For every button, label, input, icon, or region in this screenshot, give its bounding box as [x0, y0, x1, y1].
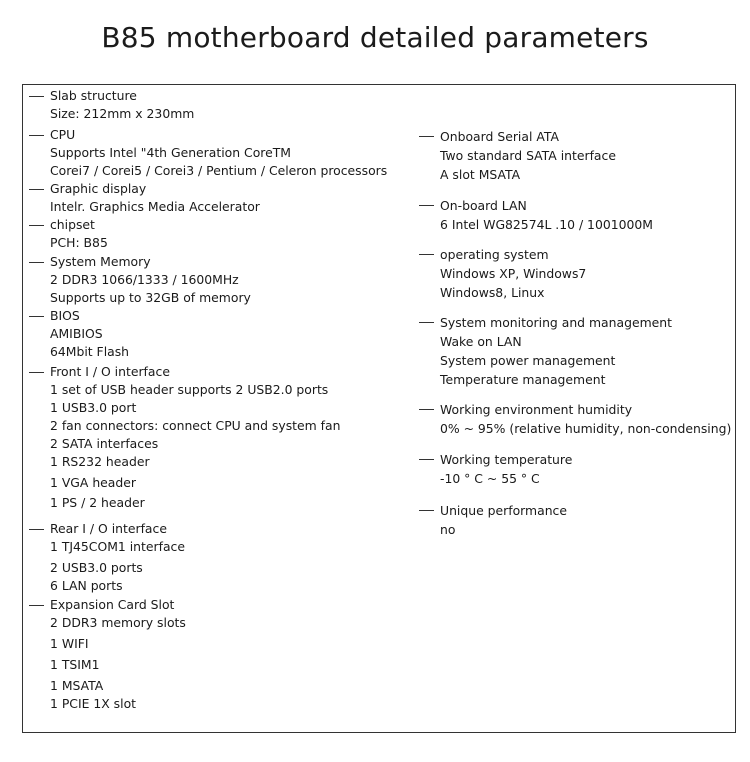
- section-heading: On-board LAN: [419, 196, 737, 215]
- section-heading: System Memory: [29, 253, 419, 271]
- spec-line: 1 USB3.0 port: [50, 400, 137, 415]
- section-heading: Rear I / O interface: [29, 520, 419, 538]
- spec-section: [29, 216, 419, 252]
- spec-line: 1 PS / 2 header: [50, 495, 145, 510]
- spec-line: Intelr. Graphics Media Accelerator: [50, 199, 260, 214]
- spec-line: 1 MSATA: [50, 678, 104, 693]
- page-title: B85 motherboard detailed parameters: [101, 21, 649, 54]
- spec-line: 1 TSIM1: [50, 657, 100, 672]
- spec-line: 2 DDR3 1066/1333 / 1600MHz: [50, 272, 239, 287]
- spec-section: [29, 253, 419, 307]
- spec-line: Two standard SATA interface: [440, 148, 616, 163]
- spec-line: Windows XP, Windows7: [440, 266, 587, 281]
- section-heading: Working temperature: [419, 450, 737, 469]
- section-heading: Working environment humidity: [419, 400, 737, 419]
- spec-line: 2 SATA interfaces: [50, 436, 159, 451]
- section-heading: Onboard Serial ATA: [419, 127, 737, 146]
- spec-section: [29, 520, 419, 595]
- spec-section: [29, 180, 419, 216]
- spec-line: 2 USB3.0 ports: [50, 560, 143, 575]
- spec-line: PCH: B85: [50, 235, 108, 250]
- spec-line: AMIBIOS: [50, 326, 103, 341]
- section-heading: CPU: [29, 126, 419, 144]
- parameters-panel: [22, 84, 736, 733]
- spec-section: [29, 363, 419, 512]
- section-heading: Expansion Card Slot: [29, 596, 419, 614]
- spec-line: Corei7 / Corei5 / Corei3 / Pentium / Celeron processors: [50, 163, 388, 178]
- spec-line: 1 VGA header: [50, 475, 136, 490]
- spec-line: 1 PCIE 1X slot: [50, 696, 137, 711]
- spec-line: 6 LAN ports: [50, 578, 123, 593]
- spec-section: [419, 501, 737, 539]
- spec-line: Size: 212mm x 230mm: [50, 106, 195, 121]
- spec-section: [29, 596, 419, 713]
- spec-line: 1 WIFI: [50, 636, 89, 651]
- spec-line: 0% ~ 95% (relative humidity, non-condensing): [440, 421, 732, 436]
- spec-line: 6 Intel WG82574L .10 / 1001000M: [440, 217, 653, 232]
- spec-line: Temperature management: [440, 372, 606, 387]
- spec-line: System power management: [440, 353, 616, 368]
- right-column: [419, 127, 737, 539]
- section-heading: Slab structure: [29, 87, 419, 105]
- spec-section: [419, 400, 737, 438]
- spec-section: [29, 126, 419, 180]
- left-column: [29, 87, 419, 713]
- spec-section: [419, 245, 737, 302]
- section-heading: System monitoring and management: [419, 313, 737, 332]
- spec-line: 1 RS232 header: [50, 454, 150, 469]
- spec-line: 1 TJ45COM1 interface: [50, 539, 185, 554]
- spec-section: [419, 450, 737, 488]
- spec-section: [419, 313, 737, 389]
- section-heading: Unique performance: [419, 501, 737, 520]
- spec-line: no: [440, 522, 456, 537]
- section-heading: Graphic display: [29, 180, 419, 198]
- spec-line: Supports Intel "4th Generation CoreTM: [50, 145, 291, 160]
- spec-section: [29, 87, 419, 123]
- spec-line: Windows8, Linux: [440, 285, 545, 300]
- spec-line: 1 set of USB header supports 2 USB2.0 ports: [50, 382, 329, 397]
- spec-line: Wake on LAN: [440, 334, 522, 349]
- spec-section: [419, 127, 737, 184]
- spec-line: 2 DDR3 memory slots: [50, 615, 186, 630]
- spec-line: 2 fan connectors: connect CPU and system fan: [50, 418, 341, 433]
- spec-line: 64Mbit Flash: [50, 344, 130, 359]
- spec-line: A slot MSATA: [440, 167, 521, 182]
- section-heading: Front I / O interface: [29, 363, 419, 381]
- spec-line: -10 ° C ~ 55 ° C: [440, 471, 540, 486]
- spec-section: [29, 307, 419, 361]
- spec-section: [419, 196, 737, 234]
- section-heading: chipset: [29, 216, 419, 234]
- spec-line: Supports up to 32GB of memory: [50, 290, 251, 305]
- section-heading: operating system: [419, 245, 737, 264]
- section-heading: BIOS: [29, 307, 419, 325]
